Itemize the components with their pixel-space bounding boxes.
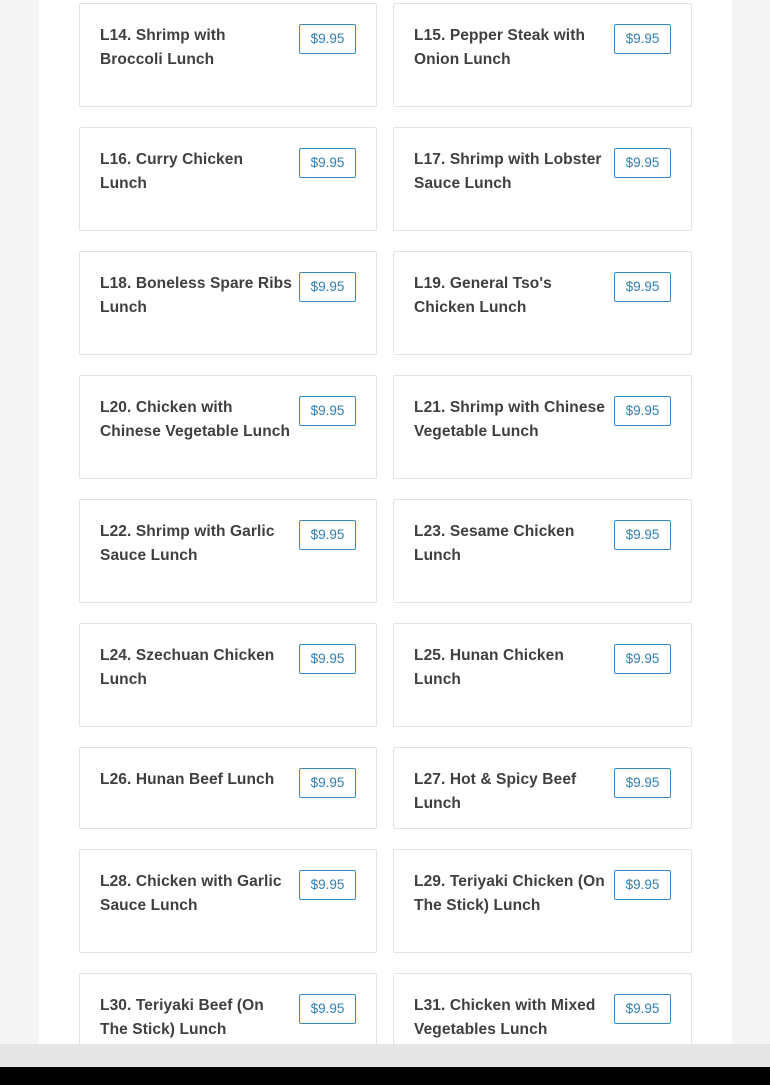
menu-item-name: L26. Hunan Beef Lunch (100, 771, 275, 788)
menu-item-name: L15. Pepper Steak with Onion Lunch (414, 27, 586, 68)
menu-item-card[interactable] (79, 3, 377, 107)
menu-item-price-button[interactable]: $9.95 (299, 644, 356, 674)
menu-item-card[interactable] (79, 849, 377, 953)
menu-item-name: L29. Teriyaki Chicken (On The Stick) Lunch (414, 873, 605, 914)
menu-item-price-button[interactable]: $9.95 (299, 520, 356, 550)
menu-item-price-button[interactable]: $9.95 (614, 396, 671, 426)
menu-item-price-button[interactable]: $9.95 (614, 768, 671, 798)
menu-item-name: L14. Shrimp with Broccoli Lunch (100, 27, 226, 68)
menu-item-card[interactable] (393, 973, 692, 1045)
menu-item-price-button[interactable]: $9.95 (299, 272, 356, 302)
footer-strip (0, 1067, 770, 1085)
menu-item-price-button[interactable]: $9.95 (614, 272, 671, 302)
menu-item-name: L20. Chicken with Chinese Vegetable Lunch (100, 399, 291, 440)
menu-item-name: L24. Szechuan Chicken Lunch (100, 647, 275, 688)
menu-item-name: L30. Teriyaki Beef (On The Stick) Lunch (100, 997, 264, 1038)
menu-item-name: L17. Shrimp with Lobster Sauce Lunch (414, 151, 602, 192)
menu-item-name: L28. Chicken with Garlic Sauce Lunch (100, 873, 282, 914)
menu-item-card[interactable] (393, 499, 692, 603)
menu-item-card[interactable] (79, 623, 377, 727)
menu-item-card[interactable] (393, 3, 692, 107)
menu-item-price-button[interactable]: $9.95 (614, 870, 671, 900)
menu-item-name: L31. Chicken with Mixed Vegetables Lunch (414, 997, 596, 1038)
menu-item-price-button[interactable]: $9.95 (299, 148, 356, 178)
menu-item-name: L23. Sesame Chicken Lunch (414, 523, 575, 564)
menu-item-name: L25. Hunan Chicken Lunch (414, 647, 564, 688)
menu-item-price-button[interactable]: $9.95 (299, 24, 356, 54)
menu-item-card[interactable] (393, 375, 692, 479)
menu-item-price-button[interactable]: $9.95 (614, 644, 671, 674)
menu-item-name: L21. Shrimp with Chinese Vegetable Lunch (414, 399, 606, 440)
menu-item-price-button[interactable]: $9.95 (614, 520, 671, 550)
menu-item-price-button[interactable]: $9.95 (299, 870, 356, 900)
menu-item-grid (79, 3, 692, 1045)
menu-item-card[interactable] (393, 849, 692, 953)
menu-item-name: L27. Hot & Spicy Beef Lunch (414, 771, 577, 812)
menu-item-card[interactable] (393, 251, 692, 355)
menu-item-price-button[interactable]: $9.95 (299, 768, 356, 798)
menu-item-card[interactable] (79, 499, 377, 603)
bottom-scroll-bar (0, 1044, 770, 1067)
menu-item-card[interactable] (393, 747, 692, 829)
menu-item-card[interactable] (79, 251, 377, 355)
menu-item-price-button[interactable]: $9.95 (614, 24, 671, 54)
menu-item-name: L16. Curry Chicken Lunch (100, 151, 244, 192)
menu-item-card[interactable] (79, 375, 377, 479)
menu-item-price-button[interactable]: $9.95 (299, 396, 356, 426)
menu-item-price-button[interactable]: $9.95 (299, 994, 356, 1024)
menu-item-name: L22. Shrimp with Garlic Sauce Lunch (100, 523, 275, 564)
menu-item-card[interactable] (393, 127, 692, 231)
menu-item-card[interactable] (393, 623, 692, 727)
menu-item-price-button[interactable]: $9.95 (614, 148, 671, 178)
menu-item-card[interactable] (79, 973, 377, 1045)
menu-item-price-button[interactable]: $9.95 (614, 994, 671, 1024)
menu-item-name: L18. Boneless Spare Ribs Lunch (100, 275, 292, 316)
menu-item-card[interactable] (79, 747, 377, 829)
menu-item-card[interactable] (79, 127, 377, 231)
menu-item-name: L19. General Tso's Chicken Lunch (414, 275, 552, 316)
menu-page (39, 0, 732, 1045)
